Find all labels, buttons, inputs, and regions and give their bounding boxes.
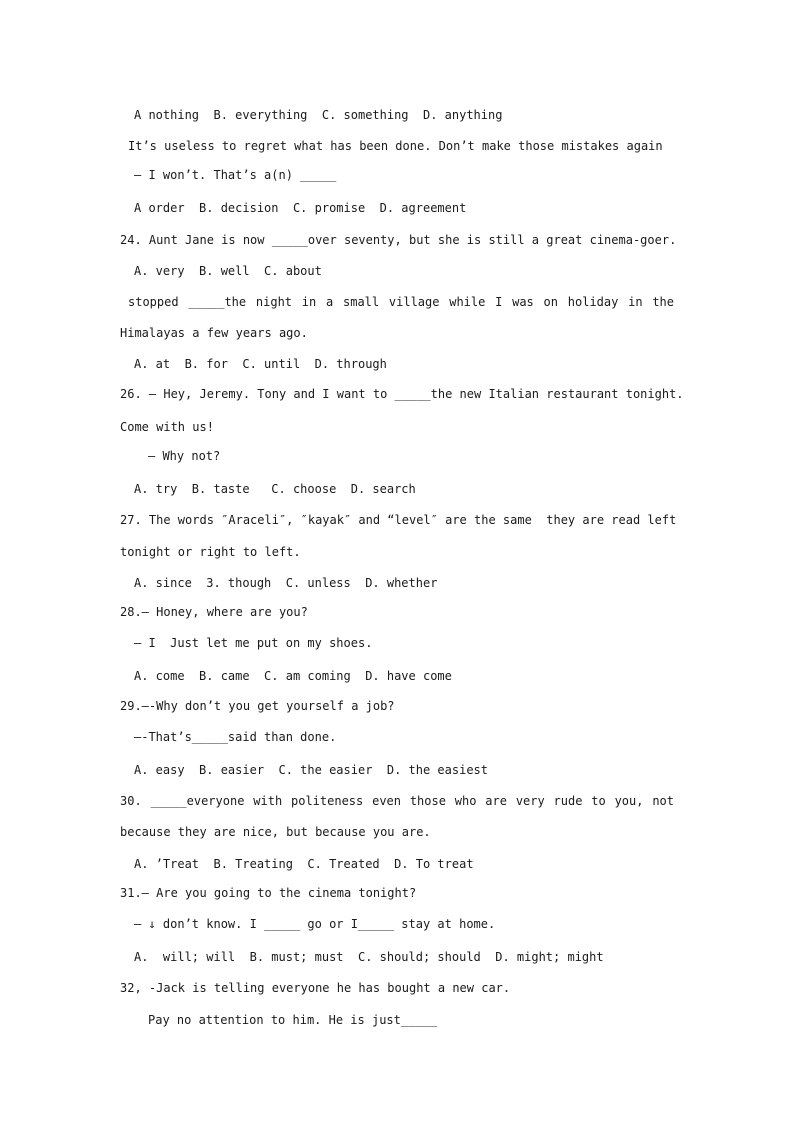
text-line: —-That’s_____said than done.: [134, 730, 337, 744]
text-line: 29.—-Why don’t you get yourself a job?: [120, 699, 395, 713]
text-line: Come with us!: [120, 420, 214, 434]
text-line: 24. Aunt Jane is now _____over seventy, but she is still a great cinema-goer.: [120, 233, 677, 247]
text-line: A. try B. taste C. choose D. search: [134, 482, 416, 496]
text-line: A. will; will B. must; must C. should; should D. might; might: [134, 950, 604, 964]
text-line: It’s useless to regret what has been done. Don’t make those mistakes again: [128, 139, 663, 153]
text-line: 28.— Honey, where are you?: [120, 605, 308, 619]
text-line: — ↓ don’t know. I _____ go or I_____ stay at home.: [134, 917, 496, 931]
text-line: A nothing B. everything C. something D. anything: [134, 108, 503, 122]
text-line: 30. _____everyone with politeness even those who are very rude to you, not: [120, 794, 674, 808]
text-line: because they are nice, but because you are.: [120, 825, 431, 839]
text-line: 26. — Hey, Jeremy. Tony and I want to _____the new Italian restaurant tonight.: [120, 387, 684, 401]
text-line: — I Just let me put on my shoes.: [134, 636, 373, 650]
text-line: A. since 3. though C. unless D. whether: [134, 576, 438, 590]
text-line: — Why not?: [148, 449, 221, 463]
text-line: A. very B. well C. about: [134, 264, 322, 278]
text-line: A. easy B. easier C. the easier D. the easiest: [134, 763, 489, 777]
text-line: A order B. decision C. promise D. agreement: [134, 201, 467, 215]
text-line: A. come B. came C. am coming D. have come: [134, 669, 452, 683]
text-line: stopped _____the night in a small village while I was on holiday in the: [128, 295, 674, 309]
text-line: A. ’Treat B. Treating C. Treated D. To treat: [134, 857, 474, 871]
text-line: tonight or right to left.: [120, 545, 301, 559]
text-line: 27. The words ″Araceli″, ″kayak″ and “level″ are the same they are read left: [120, 513, 677, 527]
text-line: Himalayas a few years ago.: [120, 326, 308, 340]
text-line: — I won’t. That’s a(n) _____: [134, 168, 337, 182]
text-line: 32, -Jack is telling everyone he has bought a new car.: [120, 981, 511, 995]
text-line: Pay no attention to him. He is just_____: [148, 1013, 437, 1027]
text-line: A. at B. for C. until D. through: [134, 357, 387, 371]
text-line: 31.— Are you going to the cinema tonight?: [120, 886, 417, 900]
